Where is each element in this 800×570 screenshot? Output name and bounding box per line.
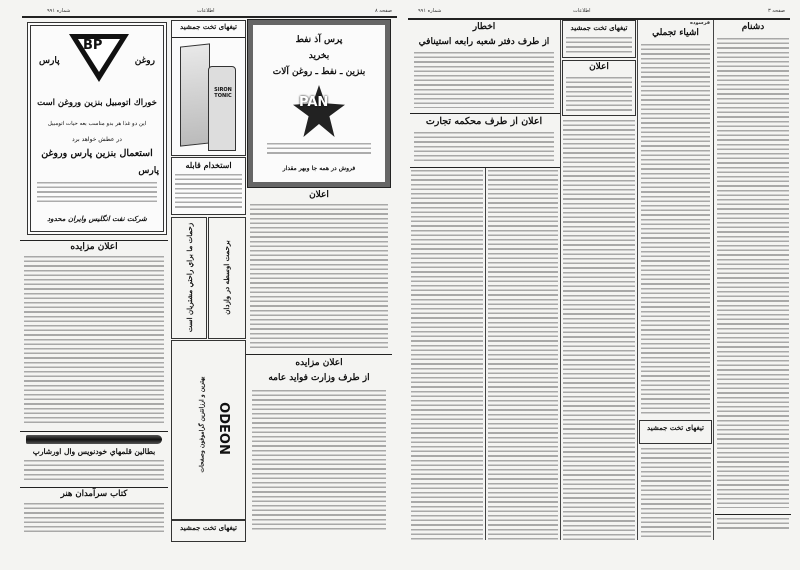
commerce-notice <box>410 114 558 166</box>
bp-right-word: روغن <box>134 56 155 66</box>
tonic-product-label: SIRON TONIC <box>214 87 232 99</box>
odeon-subtitle: بهترين و ارزانترين گراموفون وصفحات <box>198 376 206 473</box>
blades-small-ad <box>562 20 636 58</box>
left-header-issue: شماره ۹۹۱ <box>47 8 71 14</box>
insult-body <box>717 38 789 508</box>
midwife-body <box>175 174 242 210</box>
bp-left-word: پارس <box>39 56 60 66</box>
right-notice-title: اعلان <box>589 62 609 72</box>
blades-small-title: تیغهای تخت جمشید <box>570 23 628 32</box>
divider <box>20 431 168 432</box>
column-text <box>488 170 558 540</box>
bottom-blades-ad <box>171 520 246 542</box>
divider <box>20 240 168 241</box>
right-header-issue: شماره ۹۹۱ <box>418 8 442 14</box>
insult-title: دشنام <box>741 22 765 32</box>
pen-ad <box>20 433 168 485</box>
tonic-box-illustration <box>180 43 210 146</box>
midwife-title: استخدام قابله <box>185 160 232 170</box>
left-notice <box>246 190 392 352</box>
blades-small-body <box>566 37 632 55</box>
odeon-ad <box>171 340 246 520</box>
divider <box>246 354 392 355</box>
tonic-bottle-illustration <box>208 66 236 151</box>
luxury-article <box>639 20 712 420</box>
insult-article <box>715 20 791 540</box>
column-text <box>411 170 483 540</box>
warning-body <box>414 52 554 108</box>
bottom-blades-title: تیغهای تخت جمشید <box>180 523 237 532</box>
column-rule <box>560 20 561 540</box>
insult-footer <box>717 518 789 530</box>
vertical-ad-1 <box>171 217 207 339</box>
column-text <box>641 448 711 540</box>
column-rule <box>713 20 714 540</box>
pen-illustration <box>26 435 162 444</box>
warning-notice <box>410 20 558 112</box>
commerce-body <box>414 132 554 162</box>
left-auction <box>20 242 168 430</box>
left-header-paper: اطلاعات <box>197 8 215 14</box>
left-header-page: صفحه ۸ <box>375 8 392 14</box>
tonic-title: تیغهای تخت جمشید <box>180 22 237 31</box>
pan-footer: فروش در همه جا وبهر مقدار <box>282 165 356 172</box>
pan-ad <box>248 20 390 187</box>
blades-mid-ad <box>639 420 712 444</box>
pen-ad-title: بطالين قلمهاي خودنويس وال اورشارپ <box>32 447 156 456</box>
bp-ad <box>27 22 167 235</box>
bp-body-text <box>37 182 157 202</box>
pan-line2: بخريد <box>308 51 330 61</box>
column-rule <box>485 167 486 540</box>
divider <box>172 37 245 38</box>
ministry-auction-subtitle: از طرف وزارت فوايد عامه <box>268 373 370 383</box>
blades-mid-title: تیغهای تخت جمشید <box>647 423 704 432</box>
ministry-auction-title: اعلان مزايده <box>295 358 343 368</box>
pan-body <box>267 143 371 157</box>
midwife-ad <box>171 157 246 215</box>
column-rule <box>637 20 638 540</box>
divider <box>410 167 560 168</box>
luxury-body <box>641 44 710 416</box>
bp-line2: اين دو غذا هر بدو مناسب بعه حيات اتومبيل <box>47 121 147 127</box>
left-auction-title: اعلان مزايده <box>70 242 118 252</box>
pen-ad-body <box>24 460 164 482</box>
vertical-ad-2 <box>208 217 246 339</box>
luxury-title: اشياء تجملي <box>652 28 699 38</box>
bp-line4: استعمال بنزين پارس وروغن <box>41 148 153 159</box>
commerce-title: اعلان از طرف محكمه تجارت <box>425 116 543 127</box>
bp-line1: خوراك اتومبيل بنزين وروغن است <box>37 98 157 108</box>
pan-line1: پرس آذ نفط <box>295 35 343 45</box>
vertical-ad-2-title: برحمت اوسطه در وازدان <box>222 240 231 315</box>
right-header-page: صفحه ۳ <box>768 8 785 14</box>
ministry-auction <box>246 356 392 541</box>
divider <box>715 514 791 515</box>
left-auction-body <box>24 256 164 424</box>
vertical-ad-1-title: زحمات ما براي راحتي مشتريان است <box>185 222 194 333</box>
right-notice-body <box>566 77 632 113</box>
ministry-auction-body <box>252 390 386 530</box>
warning-subtitle: از طرف دفتر شعبه رابعه استينافي <box>418 37 550 47</box>
right-header-paper: اطلاعات <box>573 8 591 14</box>
pan-star-logo <box>293 85 345 137</box>
book-ad <box>20 489 168 541</box>
book-ad-title: كتاب سرآمدان هنر <box>60 489 128 499</box>
right-notice <box>562 60 636 116</box>
column-text <box>563 120 635 540</box>
bp-line5: پارس <box>138 166 159 176</box>
bp-company: شركت نفت انگليس وايران محدود <box>47 214 147 223</box>
luxury-kicker: فرسوده <box>690 20 710 26</box>
bp-line3: در عطش خواهد برد <box>72 136 122 143</box>
odeon-brand: ODEON <box>215 402 231 455</box>
left-notice-title: اعلان <box>309 190 329 200</box>
pan-logo-text: PAN <box>299 95 329 110</box>
left-notice-body <box>250 204 388 348</box>
pan-line3: بنزين ـ نفط ـ روغن آلات <box>272 67 366 77</box>
divider <box>20 487 168 488</box>
bp-logo-text: BP <box>83 38 103 53</box>
warning-title: اخطار <box>472 22 496 32</box>
tonic-ad <box>171 20 246 156</box>
left-header-rule <box>22 16 397 18</box>
book-ad-body <box>24 503 164 535</box>
